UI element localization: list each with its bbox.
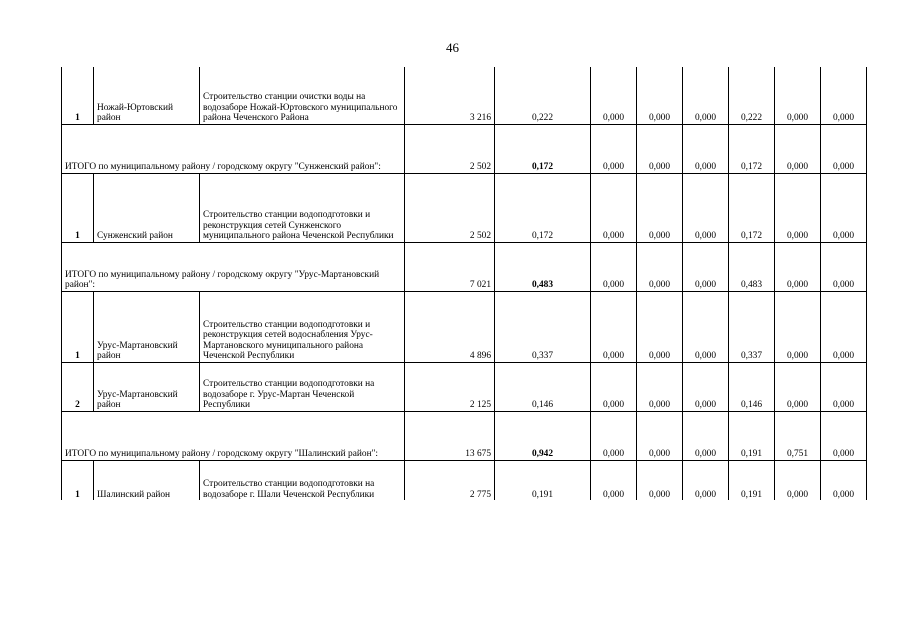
table-row: [62, 173, 867, 242]
year-value-cell: 0,000: [821, 291, 867, 362]
year-value-cell: 0,000: [775, 291, 821, 362]
year-value-cell: 0,000: [591, 291, 637, 362]
year-value-cell: 0,191: [729, 411, 775, 460]
year-value-cell: 0,000: [821, 67, 867, 124]
total-share-cell: 0,191: [495, 460, 591, 500]
cost-cell: 3 216: [405, 67, 495, 124]
year-value-cell: 0,751: [775, 411, 821, 460]
year-value-cell: 0,000: [821, 411, 867, 460]
total-share-cell: 0,337: [495, 291, 591, 362]
year-value-cell: 0,000: [637, 291, 683, 362]
year-value-cell: 0,000: [775, 242, 821, 291]
year-value-cell: 0,146: [729, 362, 775, 411]
table-row: [62, 460, 867, 500]
year-value-cell: 0,000: [683, 291, 729, 362]
year-value-cell: 0,222: [729, 67, 775, 124]
cost-cell: 7 021: [405, 242, 495, 291]
total-label-cell: ИТОГО по муниципальному району / городскому округу "Сунженский район":: [62, 124, 405, 173]
district-cell: Урус-Мартановский район: [94, 362, 200, 411]
year-value-cell: 0,000: [637, 242, 683, 291]
year-value-cell: 0,000: [591, 173, 637, 242]
row-number-cell: 1: [62, 173, 94, 242]
page-number: 46: [446, 40, 459, 55]
row-number-cell: 1: [62, 67, 94, 124]
cost-cell: 4 896: [405, 291, 495, 362]
year-value-cell: 0,000: [683, 173, 729, 242]
year-value-cell: 0,191: [729, 460, 775, 500]
district-cell: Сунженский район: [94, 173, 200, 242]
project-cell: Строительство станции водоподготовки на водозаборе г. Шали Чеченской Республики: [200, 460, 405, 500]
table-row: [62, 291, 867, 362]
total-label-cell: ИТОГО по муниципальному району / городскому округу "Шалинский район":: [62, 411, 405, 460]
total-row: [62, 411, 867, 460]
row-number-cell: 1: [62, 291, 94, 362]
total-share-cell: 0,222: [495, 67, 591, 124]
table-row: [62, 362, 867, 411]
cost-cell: 2 775: [405, 460, 495, 500]
year-value-cell: 0,000: [591, 124, 637, 173]
year-value-cell: 0,172: [729, 124, 775, 173]
project-cell: Строительство станции водоподготовки и реконструкция сетей водоснабления Урус-Мартановского муниципального района Чеченской Республики: [200, 291, 405, 362]
total-share-cell: 0,172: [495, 173, 591, 242]
year-value-cell: 0,483: [729, 242, 775, 291]
total-share-cell: 0,483: [495, 242, 591, 291]
program-table: [61, 67, 867, 500]
total-share-cell: 0,146: [495, 362, 591, 411]
cost-cell: 2 125: [405, 362, 495, 411]
total-row: [62, 124, 867, 173]
year-value-cell: 0,000: [637, 173, 683, 242]
district-cell: Шалинский район: [94, 460, 200, 500]
project-cell: Строительство станции водоподготовки и реконструкция сетей Сунженского муниципального района Чеченской Республики: [200, 173, 405, 242]
year-value-cell: 0,000: [591, 460, 637, 500]
year-value-cell: 0,000: [637, 460, 683, 500]
year-value-cell: 0,000: [637, 362, 683, 411]
year-value-cell: 0,000: [821, 460, 867, 500]
year-value-cell: 0,000: [821, 362, 867, 411]
row-number-cell: 1: [62, 460, 94, 500]
year-value-cell: 0,000: [683, 242, 729, 291]
year-value-cell: 0,000: [637, 124, 683, 173]
year-value-cell: 0,000: [683, 362, 729, 411]
year-value-cell: 0,000: [821, 173, 867, 242]
year-value-cell: 0,000: [775, 460, 821, 500]
cost-cell: 13 675: [405, 411, 495, 460]
year-value-cell: 0,000: [683, 67, 729, 124]
year-value-cell: 0,000: [683, 124, 729, 173]
year-value-cell: 0,000: [637, 411, 683, 460]
year-value-cell: 0,000: [775, 124, 821, 173]
year-value-cell: 0,000: [821, 242, 867, 291]
year-value-cell: 0,000: [591, 362, 637, 411]
year-value-cell: 0,337: [729, 291, 775, 362]
year-value-cell: 0,000: [591, 411, 637, 460]
total-share-cell: 0,172: [495, 124, 591, 173]
total-share-cell: 0,942: [495, 411, 591, 460]
year-value-cell: 0,000: [683, 460, 729, 500]
year-value-cell: 0,000: [591, 67, 637, 124]
project-cell: Строительство станции очистки воды на водозаборе Ножай-Юртовского муниципального района Чеченского Района: [200, 67, 405, 124]
year-value-cell: 0,000: [775, 67, 821, 124]
total-label-cell: ИТОГО по муниципальному району / городскому округу "Урус-Мартановский район":: [62, 242, 405, 291]
cost-cell: 2 502: [405, 173, 495, 242]
row-number-cell: 2: [62, 362, 94, 411]
year-value-cell: 0,000: [637, 67, 683, 124]
year-value-cell: 0,172: [729, 173, 775, 242]
district-cell: Урус-Мартановский район: [94, 291, 200, 362]
year-value-cell: 0,000: [775, 173, 821, 242]
table-row: [62, 67, 867, 124]
total-row: [62, 242, 867, 291]
year-value-cell: 0,000: [821, 124, 867, 173]
year-value-cell: 0,000: [683, 411, 729, 460]
district-cell: Ножай-Юртовский район: [94, 67, 200, 124]
cost-cell: 2 502: [405, 124, 495, 173]
year-value-cell: 0,000: [591, 242, 637, 291]
year-value-cell: 0,000: [775, 362, 821, 411]
project-cell: Строительство станции водоподготовки на водозаборе г. Урус-Мартан Чеченской Республики: [200, 362, 405, 411]
